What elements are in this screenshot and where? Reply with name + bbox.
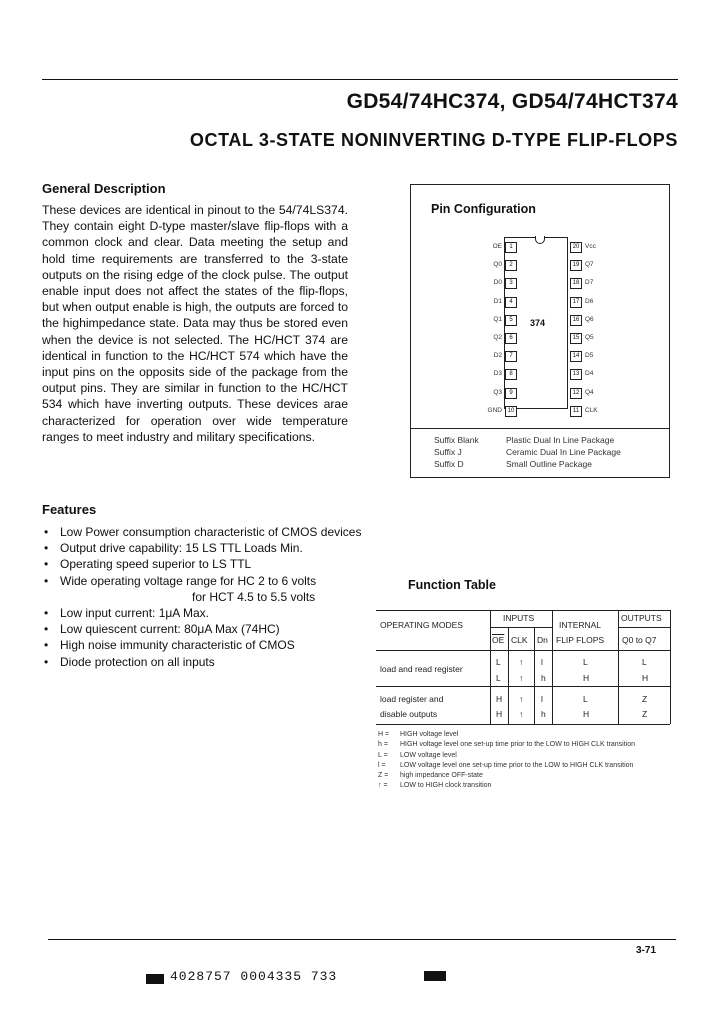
table-cell-q: Z [642,709,648,719]
chip-label: 374 [530,318,546,328]
document-subtitle: OCTAL 3-STATE NONINVERTING D-TYPE FLIP-FLOPS [189,130,678,150]
barcode-text: 4028757 0004335 733 [170,969,338,984]
suffix-row: Suffix D Small Outline Package [434,459,592,469]
features-list [42,524,372,670]
feature-item: • High noise immunity characteristic of CMOS [42,637,372,653]
pin-name: CLK [585,406,598,414]
pin-name: Q4 [585,388,594,396]
mode-load-read: load and read register [380,664,463,674]
table-cell-ff: L [583,657,588,667]
legend-item: h = HIGH voltage level one set-up time prior to the LOW to HIGH CLK transition [378,741,635,749]
general-description-heading: General Description [42,181,166,196]
suffix-row: Suffix J Ceramic Dual In Line Package [434,447,621,457]
pin-name: D4 [585,370,594,378]
pin-configuration-title: Pin Configuration [431,202,536,216]
pin-number: 7 [505,351,517,362]
table-cell-dn: l [541,657,543,667]
pin-number: 16 [570,315,582,326]
feature-item: • Diode protection on all inputs [42,654,372,670]
table-cell-q: Z [642,694,648,704]
header-internal: INTERNAL [559,620,602,630]
pin-number: 18 [570,278,582,289]
pin-number: 13 [570,369,582,380]
header-inputs: INPUTS [503,613,535,623]
pin-number: 9 [505,388,517,399]
barcode-block-left [146,974,164,984]
features-heading: Features [42,502,97,517]
pin-name: Q6 [585,315,594,323]
feature-item-continued: for HCT 4.5 to 5.5 volts [192,589,316,604]
pin-name: GND [487,406,502,414]
header-clk: CLK [511,635,528,645]
table-cell-oe: L [496,673,501,683]
page-number: 3-71 [636,945,657,956]
pin-number: 15 [570,333,582,344]
feature-item: • Wide operating voltage range for HC 2 to 6 volts [42,573,372,589]
table-cell-q: L [642,657,647,667]
pin-number: 10 [505,406,517,417]
table-cell-oe: L [496,657,501,667]
feature-item: • Low input current: 1μA Max. [42,605,372,621]
pin-name: Q2 [493,334,502,341]
pin-number: 1 [505,242,517,253]
legend-item: L = LOW voltage level [378,751,457,759]
feature-item: • Low Power consumption characteristic of CMOS devices [42,524,372,540]
document-title: GD54/74HC374, GD54/74HCT374 [346,90,678,113]
pin-name: Q1 [493,315,502,323]
pin-number: 8 [505,369,517,380]
pin-name: Q5 [585,334,594,341]
legend-item: Z = high impedance OFF-state [378,772,483,780]
barcode-block-right [424,971,446,981]
pin-name: Q3 [493,388,502,396]
feature-item: • Output drive capability: 15 LS TTL Loads Min. [42,540,372,556]
table-cell-clk: ↑ [519,694,524,704]
pin-name: OE [492,243,502,250]
pin-number: 14 [570,351,582,362]
table-cell-dn: h [541,673,546,683]
table-cell-ff: L [583,694,588,704]
table-cell-ff: H [583,673,590,683]
function-table-legend [378,730,635,792]
feature-item: • Low quiescent current: 80μA Max (74HC) [42,621,372,637]
table-cell-oe: H [496,709,503,719]
legend-item: ↑ = LOW to HIGH clock transition [378,782,492,790]
header-q0-q7: Q0 to Q7 [622,635,657,645]
pin-number: 19 [570,260,582,271]
pin-name: D2 [493,352,502,360]
function-table-title: Function Table [408,578,496,592]
pin-name: Vcc [585,243,596,250]
header-operating-modes: OPERATING MODES [380,620,463,630]
table-cell-oe: H [496,694,503,704]
table-cell-dn: l [541,694,543,704]
top-rule [42,79,678,80]
pin-number: 6 [505,333,517,344]
suffix-divider [411,428,669,429]
mode-load-disable-2: disable outputs [380,709,438,719]
table-cell-q: H [642,673,649,683]
pin-name: D7 [585,279,594,287]
pin-number: 2 [505,260,517,271]
pin-name: Q7 [585,261,594,269]
suffix-row: Suffix Blank Plastic Dual In Line Package [434,435,615,445]
table-cell-clk: ↑ [519,709,524,719]
table-cell-ff: H [583,709,590,719]
pin-number: 5 [505,315,517,326]
pin-number: 11 [570,406,582,417]
pin-name: D5 [585,352,594,360]
legend-item: H = HIGH voltage level [378,731,459,738]
pin-name: D3 [493,370,502,378]
pin-name: D0 [493,279,502,287]
pin-name: D6 [585,297,594,305]
pin-name: D1 [493,297,502,305]
general-description-text: These devices are identical in pinout to the 54/74LS374. They contain eight D-type master/slave flip-flops with a common clock and clear. Data meeting the setup and hold time requirements are transferred to the 3-state outputs on the rising edge of the clock pulse. The output enable input does not affect the states of the flip-flops, but when output enable is high, the outputs are forced to the highimpedance state. Data may thus be stored even when the device is not selected. The HC/HCT 374 are identical in function to the HC/HCT 574 which have the input pins on the opposits side of the package from the output pins. They are similar in function to the HC/HCT 534 which have inverting outputs. These devices arae characterized for operation over wide temperature ranges to meet industry and military specifications. [42,203,348,444]
pin-number: 4 [505,297,517,308]
header-dn: Dn [537,635,548,645]
table-cell-dn: h [541,709,546,719]
header-flip-flops: FLIP FLOPS [556,635,605,645]
pin-number: 17 [570,297,582,308]
pin-number: 12 [570,388,582,399]
package-suffix-list [434,434,621,470]
table-cell-clk: ↑ [519,657,524,667]
bottom-rule [48,939,676,940]
legend-item: l = LOW voltage level one set-up time prior to the LOW to HIGH CLK transition [378,761,634,769]
pin-number: 3 [505,278,517,289]
pin-name: Q0 [493,261,502,269]
header-outputs: OUTPUTS [621,613,662,623]
table-cell-clk: ↑ [519,673,524,683]
header-oe: $\overline{OE}$ [492,635,505,645]
mode-load-disable: load register and [380,694,444,704]
feature-item: • Operating speed superior to LS TTL [42,556,372,572]
pin-number: 20 [570,242,582,253]
